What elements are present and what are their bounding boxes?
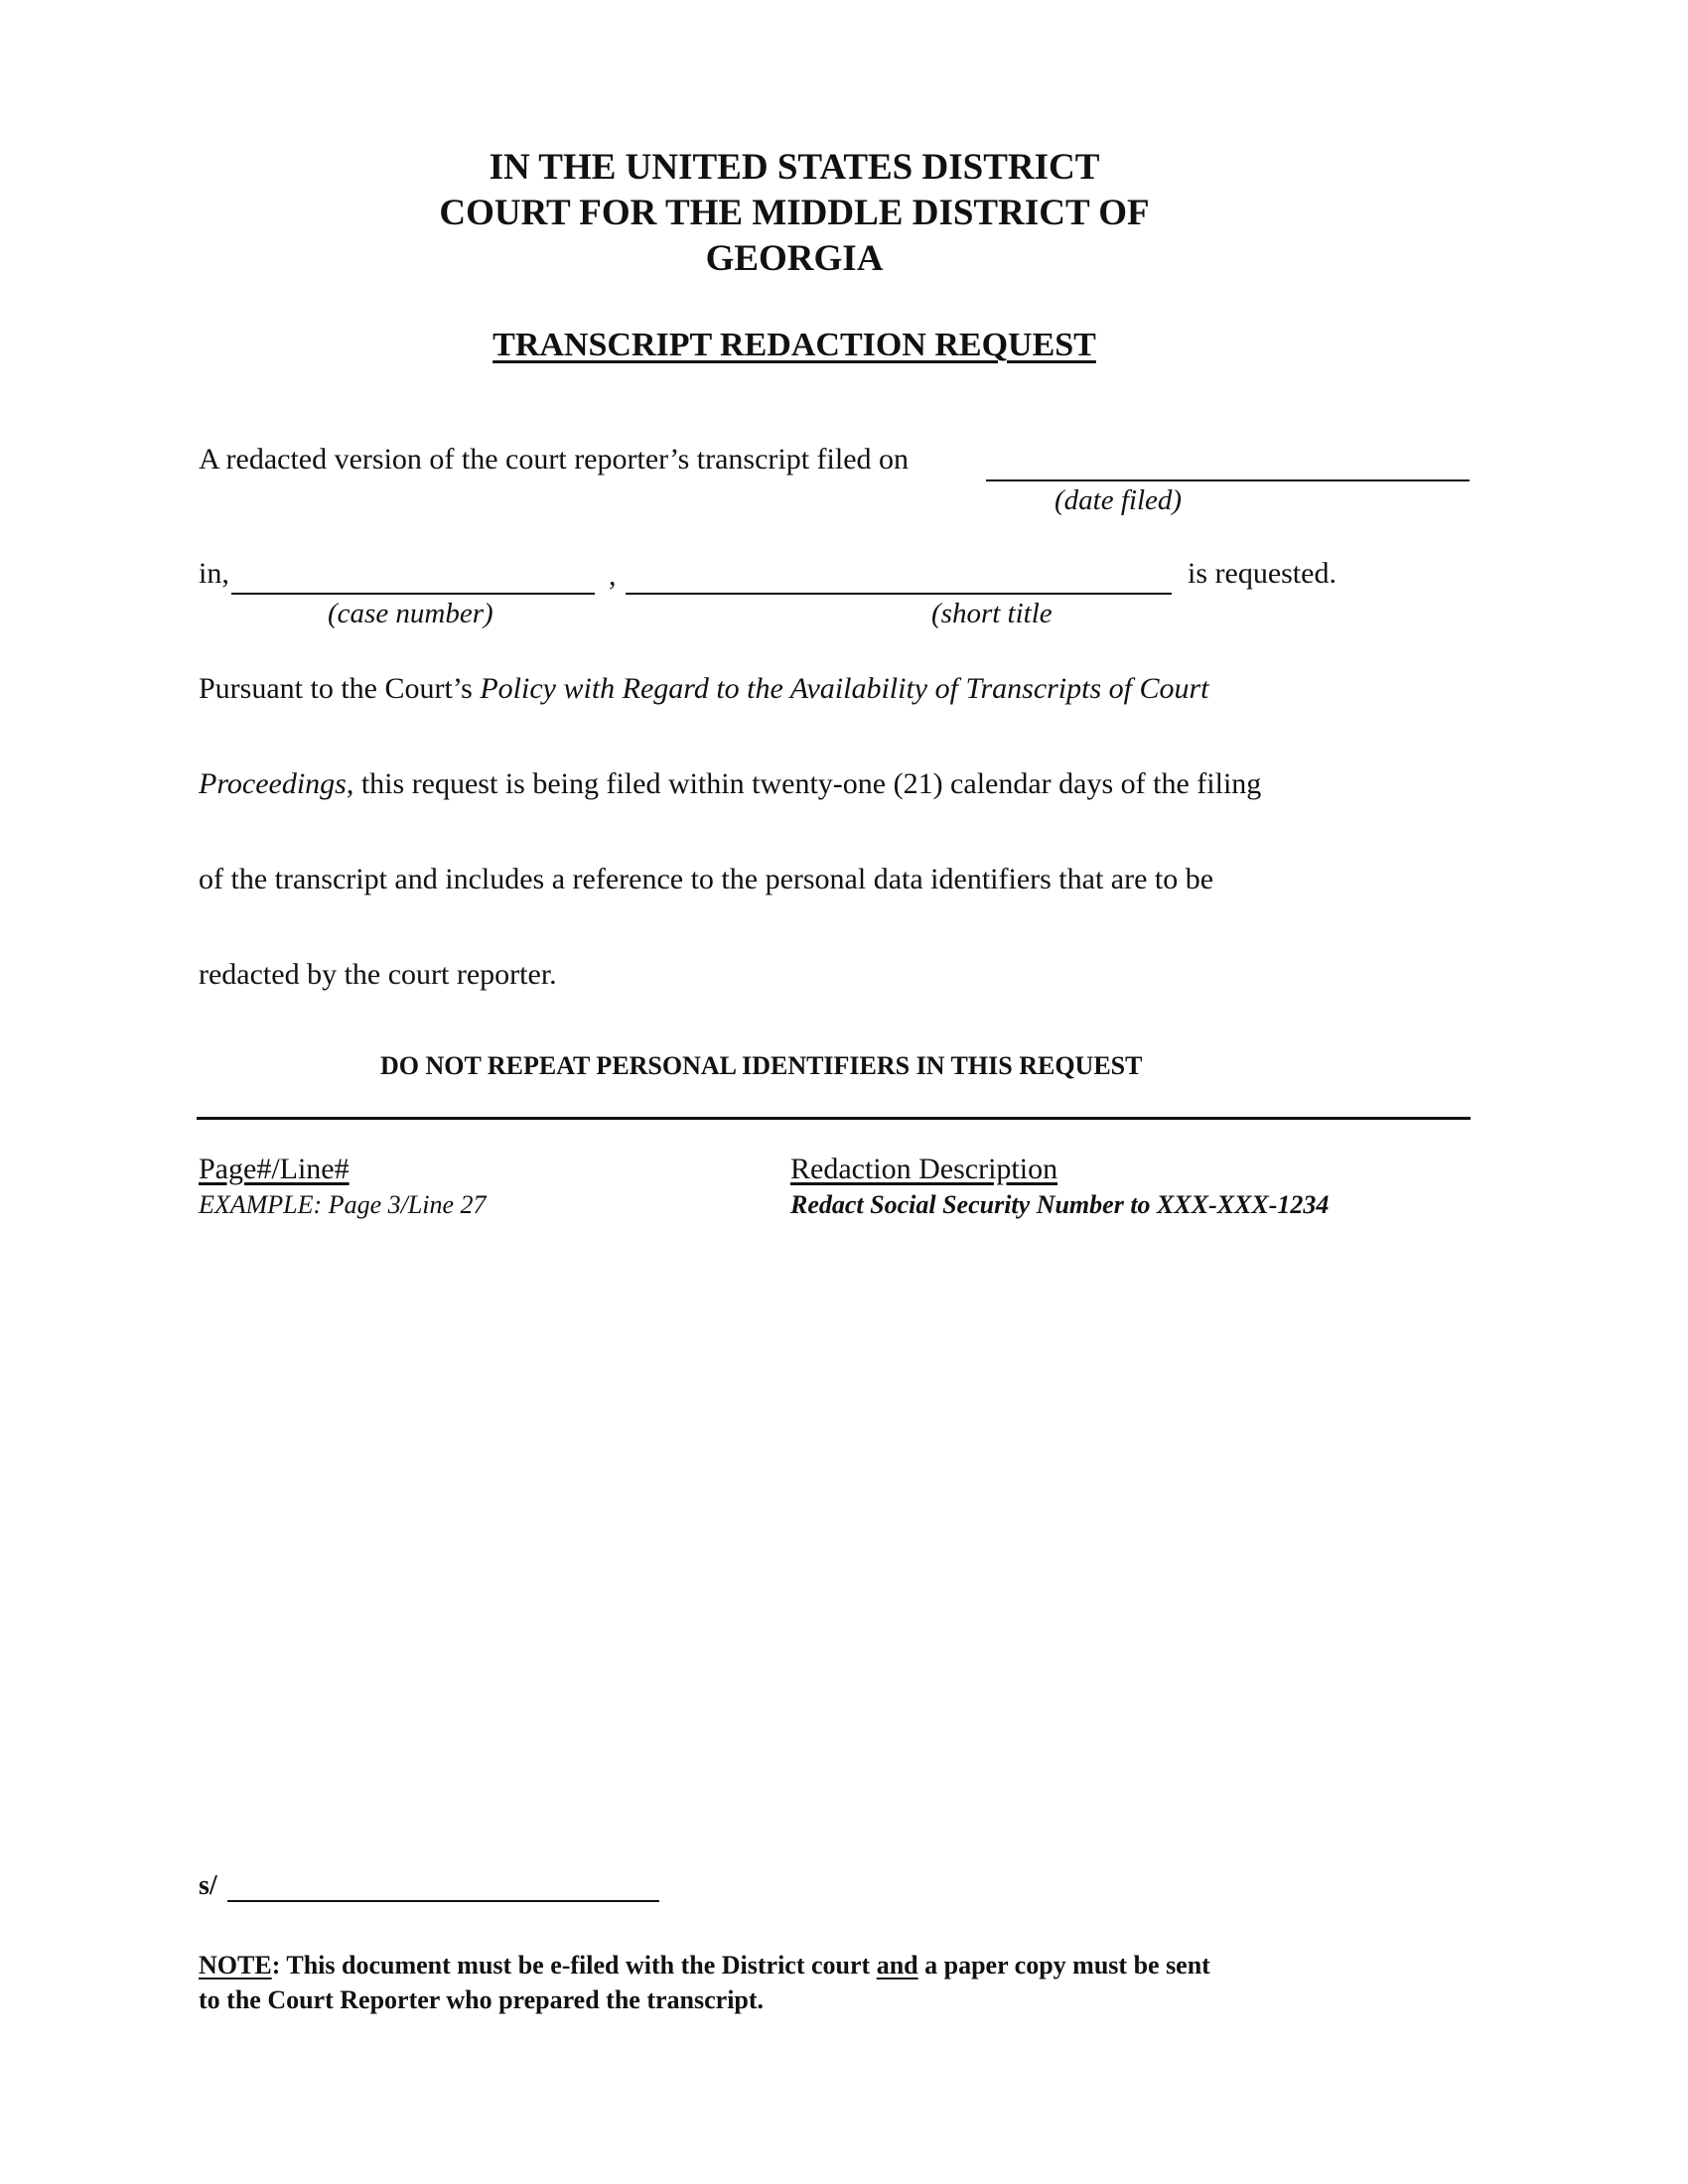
court-heading-line-2: COURT FOR THE MIDDLE DISTRICT OF [439,193,1150,233]
col-header-page-line: Page#/Line# [199,1153,350,1185]
short-title-caption: (short title [931,598,1053,629]
form-title-text: TRANSCRIPT REDACTION REQUEST [492,327,1096,363]
policy-title-part-1: Policy with Regard to the Availability of Transcripts of Court [480,672,1209,705]
col-header-redaction-description: Redaction Description [790,1153,1058,1185]
note-text-b: a paper copy must be sent [917,1951,1210,1979]
policy-line-1 [199,672,1209,706]
section-divider [197,1117,1471,1120]
policy-line-4: redacted by the court reporter. [199,958,557,991]
court-heading-line-1: IN THE UNITED STATES DISTRICT [489,147,1100,188]
request-intro: A redacted version of the court reporter’s transcript filed on [199,443,910,476]
court-heading-line-3: GEORGIA [705,238,884,279]
policy-line-3: of the transcript and includes a reference to the personal data identifiers that are to be [199,863,1214,895]
requested-suffix: is requested. [1188,557,1336,590]
signature-label: s/ [199,1870,217,1901]
policy-line-1-text: Pursuant to the Court’s [199,672,481,705]
note-and: and [876,1951,918,1979]
warning-text: DO NOT REPEAT PERSONAL IDENTIFIERS IN THIS REQUEST [380,1051,1143,1080]
example-page-line: EXAMPLE: Page 3/Line 27 [199,1190,487,1219]
short-title-field[interactable] [626,593,1172,595]
court-heading [397,145,1192,282]
example-redaction-description: Redact Social Security Number to XXX-XXX-1234 [790,1190,1330,1219]
note-text-a: : This document must be e-filed with the District court [271,1951,877,1979]
note-label: NOTE [199,1951,272,1979]
date-filed-field[interactable] [986,479,1470,481]
signature-field[interactable] [227,1900,659,1902]
case-number-field[interactable] [231,593,595,595]
form-title [397,327,1192,364]
note-line-2: to the Court Reporter who prepared the transcript. [199,1985,765,2014]
policy-line-2 [199,767,1261,801]
date-filed-caption: (date filed) [1055,484,1183,516]
comma-separator: , [609,559,617,592]
in-label: in, [199,557,229,590]
case-number-caption: (case number) [328,598,493,629]
policy-line-2-text: , this request is being filed within twenty-one (21) calendar days of the filing [346,767,1262,800]
policy-title-part-2: Proceedings [199,767,347,800]
note-line-1 [199,1948,1210,1983]
